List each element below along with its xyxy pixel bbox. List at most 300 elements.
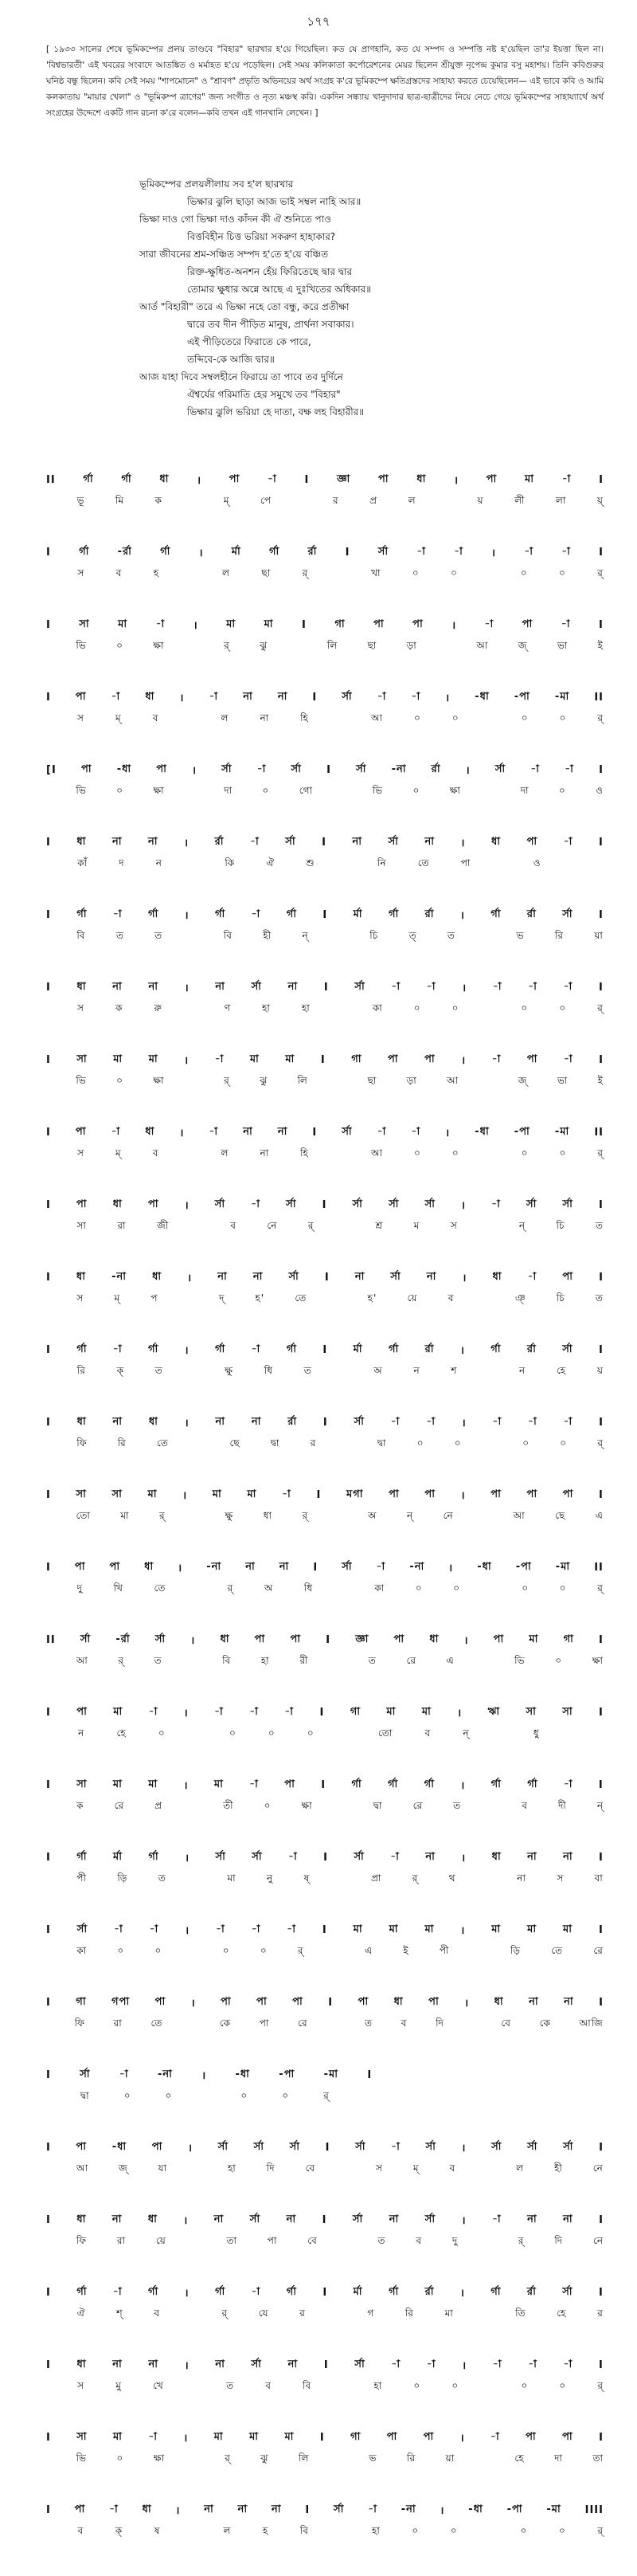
note-symbol: -া (561, 618, 571, 630)
note-symbol: র্মা (231, 545, 241, 558)
note-symbol: । (184, 1417, 190, 1429)
lyric-syllable: য়া (594, 930, 604, 941)
lyric-syllable: তী (223, 1800, 234, 1811)
note-symbol: I (325, 2141, 330, 2154)
lyric-syllable: ক (115, 1002, 123, 1014)
note-symbol: -া (282, 1488, 291, 1500)
note-line (46, 1630, 604, 1649)
lyric-syllable: রা (117, 1220, 127, 1231)
lyric-syllable: না (260, 712, 270, 723)
lyric-syllable: ভি (76, 640, 87, 651)
note-symbol: না (563, 2213, 573, 2225)
lyric-syllable: আ (447, 1075, 459, 1086)
lyric-syllable: দ্বা (377, 1437, 387, 1449)
lyric-syllable: হ (153, 567, 160, 578)
lyric-syllable: রি (117, 1437, 127, 1449)
lyric-syllable: ল (222, 567, 230, 578)
lyric-syllable: ল (221, 1147, 229, 1159)
lyric-syllable: ব (152, 712, 159, 723)
lyric-syllable: ০ (416, 1437, 424, 1449)
note-symbol: -া (484, 618, 494, 630)
lyric-syllable: মা (444, 2307, 454, 2319)
note-symbol: । (184, 2288, 190, 2300)
note-symbol: I (322, 1343, 328, 1356)
note-symbol: র্সা (491, 2140, 502, 2153)
lyric-syllable: বে (501, 2017, 511, 2029)
note-symbol: -া (209, 1125, 219, 1138)
lyric-syllable: তো (76, 1510, 91, 1521)
note-symbol: ধা (144, 1560, 154, 1573)
lyric-syllable: ০ (521, 1002, 529, 1014)
lyric-syllable: পী (439, 1945, 450, 1956)
note-symbol: । (460, 1490, 466, 1502)
syllable-line (46, 2160, 604, 2179)
lyric-syllable: হী (554, 2162, 563, 2174)
lyric-syllable: ০ (558, 785, 566, 796)
lyric-syllable: ড়ি (117, 1872, 128, 1884)
note-symbol: -া (155, 618, 166, 630)
lyric-syllable: ব (230, 1220, 236, 1231)
note-symbol: I (599, 1706, 604, 1719)
note-symbol: না (527, 1850, 537, 1863)
lyric-syllable: ক্ষা (153, 2452, 166, 2464)
lyric-syllable: রি (404, 2307, 414, 2319)
note-line (46, 1123, 604, 1142)
note-symbol: র্মা (353, 1343, 363, 1355)
lyric-syllable: ব (449, 2162, 456, 2174)
lyric-syllable: নি (377, 857, 387, 868)
note-line (46, 1558, 604, 1577)
lyric-syllable: ন্ (302, 930, 309, 941)
note-line (46, 543, 604, 562)
note-symbol: I (598, 981, 604, 994)
lyric-syllable: স (77, 712, 84, 723)
lyric-syllable: ত (595, 1220, 604, 1231)
note-symbol: I (323, 981, 329, 994)
note-symbol: -া (565, 763, 574, 775)
lyric-syllable: নু (267, 1872, 274, 1884)
lyric-syllable: জ্ (518, 640, 528, 651)
note-symbol: I (46, 1053, 51, 1066)
lyric-syllable: তা (592, 2452, 604, 2464)
note-symbol: মা (491, 1923, 502, 1935)
note-symbol: -া (109, 2503, 119, 2515)
lyric-syllable: অ (373, 1365, 383, 1376)
lyric-line: সারা জীবনের শ্রম-সঞ্চিত সম্পদ হ'তে হ'য়ে বঞ্চিত (139, 249, 329, 260)
lyric-syllable: রি (407, 2452, 416, 2464)
note-symbol: না (277, 1125, 288, 1138)
notation-row (0, 615, 637, 663)
note-symbol: পা (562, 2430, 573, 2443)
lyric-line: ভিক্ষা দাও গো ভিক্ষা দাও কাঁদন কী ঐ শুনিতে পাও (139, 214, 331, 225)
note-symbol: মা (264, 618, 274, 630)
lyric-syllable: দা (520, 785, 530, 796)
note-symbol: -া (148, 2430, 158, 2443)
lyric-syllable: আ (513, 1510, 526, 1521)
lyric-syllable: ন্ (596, 1800, 604, 1811)
lyric-syllable: ব (522, 1800, 528, 1811)
note-symbol: -া (563, 1415, 573, 1428)
notation-row (0, 1848, 637, 1896)
note-symbol: I (46, 691, 51, 704)
lyric-syllable: ০ (522, 1437, 530, 1449)
lyric-syllable: ০ (116, 640, 123, 651)
note-symbol: র্রা (431, 763, 441, 775)
note-symbol: । (465, 765, 471, 777)
lyric-syllable: শু (306, 857, 315, 868)
lyric-syllable: ম্ (114, 1292, 121, 1304)
note-symbol: -া (214, 1053, 225, 1065)
lyric-syllable: ০ (307, 1727, 315, 1739)
note-symbol: ধা (491, 835, 502, 848)
lyric-syllable: রে (114, 1800, 125, 1811)
lyric-syllable: র্ (225, 2452, 231, 2464)
lyric-syllable: রি (76, 1365, 86, 1376)
note-symbol: র্রা (526, 1343, 537, 1355)
note-symbol: র্মা (112, 1850, 123, 1863)
syllable-line (46, 637, 604, 657)
note-symbol: -া (411, 690, 421, 703)
note-symbol: না (563, 1850, 573, 1863)
lyric-line: ভিক্ষার ঝুলি ছাড়া আজ ভাই সম্বল নাহি আর॥ (187, 196, 361, 207)
lyric-syllable: পা (267, 2235, 278, 2246)
note-symbol: পা (562, 1270, 574, 1283)
note-symbol: না (424, 835, 435, 848)
note-symbol: র্রা (526, 908, 537, 920)
notation-row (0, 1268, 637, 1315)
note-symbol: । (457, 1708, 463, 1719)
note-symbol: । (462, 1272, 467, 1284)
note-symbol: I (599, 1416, 604, 1429)
lyric-syllable: ০ (413, 1147, 421, 1159)
note-symbol: II (46, 1633, 56, 1646)
note-symbol: মা (213, 2430, 224, 2443)
lyric-syllable: রু (154, 1002, 162, 1014)
note-symbol: I (320, 1053, 326, 1066)
note-symbol: I (46, 908, 51, 921)
note-symbol: মা (563, 1923, 573, 1935)
lyric-syllable: ন (78, 1727, 85, 1739)
note-symbol: I (319, 2431, 325, 2444)
syllable-line (46, 782, 604, 802)
lyric-syllable: তে (417, 857, 430, 868)
lyric-syllable: ০ (116, 785, 123, 796)
syllable-line (46, 1145, 604, 1164)
lyric-syllable: ভি (76, 2452, 87, 2464)
note-symbol: I (599, 1271, 604, 1284)
note-symbol: র্গা (148, 1850, 159, 1863)
note-symbol: না (529, 1995, 539, 2008)
note-symbol: I (313, 1561, 318, 1574)
note-symbol: I (46, 2068, 51, 2081)
note-symbol: র্সা (342, 1125, 353, 1138)
note-symbol: I (46, 2141, 51, 2154)
note-symbol: না (112, 1415, 123, 1428)
lyric-syllable: হে (557, 2307, 567, 2319)
note-symbol: I (599, 2431, 604, 2444)
note-symbol: পা (358, 1995, 369, 2008)
note-symbol: র্সা (288, 1270, 299, 1283)
lyric-syllable: গ (367, 2307, 375, 2319)
note-symbol: মা (112, 2430, 123, 2443)
note-symbol: I (46, 1923, 51, 1936)
lyric-syllable: হা (372, 2525, 381, 2536)
lyric-syllable: ক্ষু (225, 1510, 234, 1521)
note-line (46, 688, 604, 707)
note-symbol: । (184, 2360, 190, 2372)
note-symbol: । (197, 475, 202, 487)
lyric-syllable: স (557, 1872, 565, 1884)
lyric-syllable: দু (451, 2235, 459, 2246)
note-symbol: ধা (76, 2358, 87, 2370)
note-symbol: পা (412, 618, 424, 630)
note-symbol: । (460, 1780, 466, 1792)
lyric-syllable: ই (597, 1075, 604, 1086)
note-symbol: র্সা (354, 1850, 365, 1863)
lyric-syllable: ছে (555, 1510, 566, 1521)
lyric-syllable: রে (412, 1800, 424, 1811)
lyric-syllable: ভি (76, 1075, 87, 1086)
lyric-syllable: ছা (367, 1075, 377, 1086)
note-symbol: না (215, 1415, 226, 1428)
syllable-line (46, 565, 604, 584)
lyric-syllable: ত (365, 2017, 373, 2029)
lyric-syllable: র্ (323, 2090, 330, 2101)
note-symbol: -া (376, 1560, 386, 1573)
note-symbol: -মা (554, 1125, 570, 1138)
lyric-syllable: দ্বা (80, 2090, 90, 2101)
note-symbol: র্রা (287, 1415, 298, 1428)
note-symbol: মা (212, 1488, 222, 1500)
note-symbol: I (46, 618, 51, 631)
lyric-syllable: অ (368, 1510, 377, 1521)
note-symbol: -া (148, 1705, 158, 1718)
notation-row (0, 833, 637, 880)
lyric-syllable: র্ (597, 712, 604, 723)
note-symbol: র্সা (563, 2140, 574, 2153)
note-symbol: র্গা (490, 2285, 502, 2298)
note-symbol: র্সা (526, 1198, 537, 1210)
lyric-syllable: না (517, 1872, 526, 1884)
note-symbol: ধা (76, 2213, 87, 2225)
note-symbol: । (184, 1200, 190, 1212)
lyric-line: এই পীড়িতেরে ফিরাতে কে পারে, (187, 336, 311, 347)
lyric-syllable: স (77, 1002, 84, 1014)
syllable-line (46, 2378, 604, 2397)
lyric-syllable: ০ (521, 712, 529, 723)
lyric-syllable: কা (76, 1945, 88, 1956)
note-symbol: পা (151, 2140, 163, 2153)
lyric-syllable: ০ (451, 567, 458, 578)
lyric-syllable: আ (76, 1655, 88, 1666)
lyric-syllable: ভ (516, 930, 525, 941)
note-symbol: র্সা (562, 1198, 573, 1210)
note-symbol: না (287, 980, 299, 993)
lyric-syllable: বি (222, 1655, 232, 1666)
lyric-syllable: ও (533, 857, 541, 868)
note-symbol: IIII (584, 2503, 604, 2516)
note-symbol: -া (490, 2430, 500, 2443)
note-symbol: র্সা (289, 2140, 301, 2153)
note-line (46, 2355, 604, 2374)
lyric-syllable: র্ (302, 1510, 309, 1521)
note-symbol: । (454, 475, 459, 487)
lyric-syllable: দি (266, 2162, 276, 2174)
lyric-syllable: র্ (307, 1220, 315, 1231)
note-symbol: -ধা (475, 690, 490, 703)
lyric-syllable: বে (305, 2162, 316, 2174)
lyric-syllable: ০ (240, 2090, 248, 2101)
lyric-syllable: চি (556, 1220, 565, 1231)
lyric-syllable: এ (595, 1510, 604, 1521)
lyric-syllable: র্ (597, 2380, 604, 2391)
note-symbol: না (111, 835, 123, 848)
note-symbol: না (245, 1560, 256, 1573)
note-symbol: ধা (148, 1415, 158, 1428)
lyric-syllable: ত (377, 2235, 386, 2246)
note-symbol: পা (562, 1488, 574, 1500)
lyric-syllable: ০ (413, 2380, 421, 2391)
lyric-syllable: ০ (229, 1727, 236, 1739)
note-symbol: ধা (491, 1850, 502, 1863)
notation-row (0, 1195, 637, 1243)
lyric-syllable: ০ (560, 1437, 568, 1449)
note-symbol: । (462, 982, 467, 994)
note-symbol: না (286, 2213, 297, 2225)
lyric-syllable: জী (157, 1220, 170, 1231)
note-symbol: র্সা (342, 1560, 353, 1573)
note-symbol: র্রা (307, 545, 318, 558)
note-symbol: মা (148, 1053, 158, 1065)
lyric-syllable: স (77, 2380, 85, 2391)
note-symbol: -া (492, 2358, 502, 2370)
note-symbol: -না (157, 2068, 173, 2080)
note-symbol: র্সা (390, 1270, 401, 1283)
note-symbol: I (46, 2503, 51, 2516)
note-symbol: । (184, 910, 190, 922)
lyric-syllable: ধি (303, 1582, 314, 1594)
note-symbol: I (598, 1923, 604, 1936)
lyric-syllable: ০ (521, 2380, 529, 2391)
note-symbol: পা (284, 1778, 295, 1790)
note-symbol: র্গা (147, 1343, 159, 1355)
note-symbol: -া (251, 1343, 261, 1355)
note-symbol: র্গা (388, 1343, 400, 1355)
note-symbol: র্গা (351, 1778, 362, 1790)
lyric-syllable: ত্ (408, 930, 417, 941)
note-symbol: I (321, 1778, 326, 1791)
note-symbol: না (112, 2358, 123, 2370)
notation-row (0, 2500, 637, 2548)
note-symbol: -া (251, 2285, 261, 2298)
notation-row (0, 905, 637, 953)
note-symbol: ধা (416, 472, 427, 485)
note-symbol: -মা (555, 1560, 571, 1573)
lyric-syllable: ফি (76, 1437, 88, 1449)
lyric-syllable: লি (326, 640, 338, 651)
note-symbol: I (304, 473, 310, 486)
lyric-syllable: ০ (158, 1727, 166, 1739)
lyric-syllable: ল (223, 2525, 232, 2536)
lyric-syllable: ০ (451, 712, 459, 723)
note-symbol: I (598, 1778, 604, 1791)
note-symbol: । (461, 2215, 467, 2227)
lyric-syllable: স (77, 1147, 84, 1159)
lyric-syllable: ব (152, 1147, 159, 1159)
note-symbol: -না (401, 2503, 416, 2515)
lyric-syllable: হ' (367, 1292, 377, 1304)
lyric-syllable: য়্ (596, 495, 604, 506)
note-symbol: র্গা (490, 1778, 502, 1790)
lyric-syllable: ০ (268, 1727, 276, 1739)
lyric-line: ভূমিকম্পের প্রলয়লীলায় সব হ'ল ছারখার (139, 178, 294, 190)
lyric-syllable: প্র (369, 495, 378, 506)
note-symbol: I (312, 1126, 318, 1139)
note-symbol: না (389, 2213, 400, 2225)
note-symbol: -ধা (111, 2140, 127, 2153)
note-line (46, 470, 604, 489)
note-symbol: র্সা (424, 2213, 436, 2225)
note-symbol: না (204, 2503, 214, 2515)
lyric-syllable: ০ (558, 567, 566, 578)
note-symbol: পা (490, 1488, 502, 1500)
song-lyrics (139, 175, 585, 421)
lyric-syllable: র (310, 1437, 317, 1449)
note-symbol: I (46, 1706, 51, 1719)
lyric-syllable: থ (448, 1872, 456, 1884)
note-symbol: না (252, 1270, 264, 1283)
lyric-syllable: ত (303, 1365, 312, 1376)
lyric-syllable: হ' (255, 1292, 265, 1304)
note-symbol: পা (526, 835, 538, 848)
lyric-syllable: ঐ (76, 2307, 86, 2319)
note-line (46, 1920, 604, 1939)
note-symbol: পা (147, 1198, 159, 1210)
notation-row (0, 2355, 637, 2403)
lyric-syllable: লী (514, 495, 526, 506)
lyric-syllable: ক্ষা (153, 640, 165, 651)
lyric-syllable: জ্ (118, 2162, 128, 2174)
note-line (46, 1485, 604, 1504)
lyric-syllable: নে (592, 2162, 604, 2174)
lyric-syllable: ০ (123, 2090, 131, 2101)
lyric-syllable: র (333, 495, 339, 506)
note-symbol: -া (111, 690, 121, 703)
note-symbol: । (179, 1127, 185, 1139)
lyric-syllable: য় (477, 495, 484, 506)
note-symbol: I (322, 836, 326, 849)
note-symbol: I (319, 1706, 325, 1719)
lyric-syllable: হি (300, 1147, 309, 1159)
lyric-syllable: ক্ষা (592, 1655, 604, 1666)
lyric-line: রিক্ত-ক্ষুধিত-অনশন হেঁয় ফিরিতেছে দ্বার দ্বার (187, 266, 353, 277)
syllable-line (46, 855, 604, 874)
note-symbol: মা (247, 1488, 257, 1500)
note-symbol: পা (522, 618, 533, 630)
lyric-syllable: র্ (302, 567, 309, 578)
lyric-syllable: দি (436, 2017, 444, 2029)
note-symbol: -ধা (477, 1560, 492, 1573)
lyric-syllable: দা (224, 785, 233, 796)
note-symbol: পা (76, 2140, 88, 2153)
lyric-syllable: রে (406, 1655, 416, 1666)
note-symbol: পা (75, 690, 87, 703)
note-symbol: -া (391, 2140, 401, 2153)
lyric-syllable: হা (228, 2162, 236, 2174)
lyric-line: দ্বারে তব দীন পীড়িত মানুষ, প্রার্থনা সবাকার। (187, 319, 354, 330)
lyric-syllable: খে (153, 2380, 164, 2391)
notation-row (0, 1703, 637, 1751)
